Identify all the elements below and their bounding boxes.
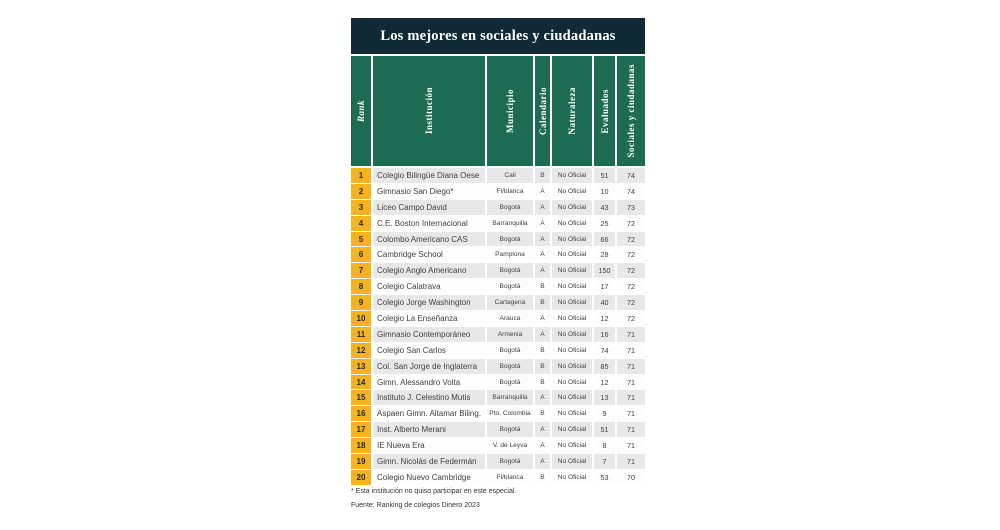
evaluated-cell: 66 xyxy=(594,232,615,247)
table-row xyxy=(351,422,645,437)
score-cell: 73 xyxy=(617,200,645,215)
rank-cell: 15 xyxy=(351,390,371,405)
nature-cell: No Oficial xyxy=(552,200,592,215)
evaluated-cell: 150 xyxy=(594,263,615,278)
rank-cell: 3 xyxy=(351,200,371,215)
evaluated-cell: 74 xyxy=(594,343,615,358)
institution-cell: C.E. Boston Internacional xyxy=(373,216,485,231)
calendar-cell: B xyxy=(535,375,550,390)
score-cell: 74 xyxy=(617,184,645,199)
evaluated-cell: 10 xyxy=(594,184,615,199)
institution-cell: Colegio Calatrava xyxy=(373,279,485,294)
municipality-cell: Bogotá xyxy=(487,279,533,294)
table-row xyxy=(351,327,645,342)
nature-cell: No Oficial xyxy=(552,327,592,342)
rank-cell: 20 xyxy=(351,470,371,485)
table-row xyxy=(351,359,645,374)
institution-cell: Colegio Anglo Americano xyxy=(373,263,485,278)
table-row xyxy=(351,247,645,262)
calendar-cell: A xyxy=(535,438,550,453)
rank-cell: 14 xyxy=(351,375,371,390)
institution-cell: Gimn. Alessandro Volta xyxy=(373,375,485,390)
municipality-cell: Pto. Colombia xyxy=(487,406,533,421)
table-row xyxy=(351,295,645,310)
score-cell: 72 xyxy=(617,263,645,278)
evaluated-cell: 28 xyxy=(594,247,615,262)
table-row xyxy=(351,232,645,247)
institution-cell: Colegio Nuevo Cambridge xyxy=(373,470,485,485)
institution-cell: Colegio La Enseñanza xyxy=(373,311,485,326)
institution-cell: Gimnasio Contemporáneo xyxy=(373,327,485,342)
municipality-cell: Bogotá xyxy=(487,454,533,469)
calendar-cell: B xyxy=(535,343,550,358)
nature-cell: No Oficial xyxy=(552,454,592,469)
evaluated-cell: 43 xyxy=(594,200,615,215)
table-row xyxy=(351,438,645,453)
institution-cell: Colegio Jorge Washington xyxy=(373,295,485,310)
nature-cell: No Oficial xyxy=(552,184,592,199)
rank-cell: 4 xyxy=(351,216,371,231)
calendar-cell: B xyxy=(535,470,550,485)
column-header-naturaleza: Naturaleza xyxy=(552,56,592,166)
calendar-cell: A xyxy=(535,184,550,199)
evaluated-cell: 51 xyxy=(594,422,615,437)
calendar-cell: B xyxy=(535,295,550,310)
institution-cell: Aspaen Gimn. Altamar Biling. xyxy=(373,406,485,421)
table-title-bar xyxy=(351,18,645,54)
institution-cell: Colegio San Carlos xyxy=(373,343,485,358)
municipality-cell: Barranquilla xyxy=(487,216,533,231)
table-row xyxy=(351,406,645,421)
score-cell: 70 xyxy=(617,470,645,485)
calendar-cell: B xyxy=(535,168,550,183)
institution-cell: Gimn. Nicolás de Federmán xyxy=(373,454,485,469)
evaluated-cell: 25 xyxy=(594,216,615,231)
evaluated-cell: 8 xyxy=(594,438,615,453)
score-cell: 72 xyxy=(617,311,645,326)
rank-cell: 8 xyxy=(351,279,371,294)
calendar-cell: A xyxy=(535,200,550,215)
table-row xyxy=(351,375,645,390)
column-header-institucion: Institución xyxy=(373,56,485,166)
score-cell: 71 xyxy=(617,375,645,390)
calendar-cell: A xyxy=(535,216,550,231)
ranking-table xyxy=(351,18,645,509)
table-row xyxy=(351,263,645,278)
column-header-sociales: Sociales y ciudadanas xyxy=(617,56,645,166)
calendar-cell: A xyxy=(535,311,550,326)
municipality-cell: Barranquilla xyxy=(487,390,533,405)
table-row xyxy=(351,216,645,231)
evaluated-cell: 51 xyxy=(594,168,615,183)
evaluated-cell: 40 xyxy=(594,295,615,310)
rank-cell: 18 xyxy=(351,438,371,453)
evaluated-cell: 16 xyxy=(594,327,615,342)
institution-cell: Inst. Alberto Merani xyxy=(373,422,485,437)
score-cell: 72 xyxy=(617,279,645,294)
score-cell: 72 xyxy=(617,216,645,231)
score-cell: 71 xyxy=(617,390,645,405)
table-title: Los mejores en sociales y ciudadanas xyxy=(380,27,616,44)
calendar-cell: A xyxy=(535,247,550,262)
rank-cell: 10 xyxy=(351,311,371,326)
institution-cell: Instituto J. Celestino Mutis xyxy=(373,390,485,405)
score-cell: 72 xyxy=(617,232,645,247)
rank-cell: 12 xyxy=(351,343,371,358)
score-cell: 71 xyxy=(617,359,645,374)
rank-cell: 11 xyxy=(351,327,371,342)
nature-cell: No Oficial xyxy=(552,359,592,374)
nature-cell: No Oficial xyxy=(552,438,592,453)
institution-cell: Cambridge School xyxy=(373,247,485,262)
rank-cell: 6 xyxy=(351,247,371,262)
rank-cell: 1 xyxy=(351,168,371,183)
table-source: Fuente: Ranking de colegios Dinero 2023 xyxy=(351,501,480,509)
evaluated-cell: 12 xyxy=(594,311,615,326)
nature-cell: No Oficial xyxy=(552,247,592,262)
rank-cell: 17 xyxy=(351,422,371,437)
calendar-cell: B xyxy=(535,359,550,374)
calendar-cell: A xyxy=(535,454,550,469)
column-header-calendario: Calendario xyxy=(535,56,550,166)
municipality-cell: Fl/blanca xyxy=(487,470,533,485)
nature-cell: No Oficial xyxy=(552,406,592,421)
municipality-cell: Bogotá xyxy=(487,422,533,437)
evaluated-cell: 85 xyxy=(594,359,615,374)
calendar-cell: B xyxy=(535,279,550,294)
table-row xyxy=(351,200,645,215)
evaluated-cell: 17 xyxy=(594,279,615,294)
rank-cell: 2 xyxy=(351,184,371,199)
municipality-cell: Arauca xyxy=(487,311,533,326)
nature-cell: No Oficial xyxy=(552,390,592,405)
score-cell: 71 xyxy=(617,327,645,342)
rank-cell: 19 xyxy=(351,454,371,469)
institution-cell: Colombo Americano CAS xyxy=(373,232,485,247)
nature-cell: No Oficial xyxy=(552,216,592,231)
table-body xyxy=(351,168,645,485)
table-row xyxy=(351,454,645,469)
municipality-cell: Fl/blanca xyxy=(487,184,533,199)
institution-cell: Colegio Bilingüe Diana Oese xyxy=(373,168,485,183)
column-header-evaluados: Evaluados xyxy=(594,56,615,166)
score-cell: 72 xyxy=(617,247,645,262)
municipality-cell: Cali xyxy=(487,168,533,183)
table-row xyxy=(351,390,645,405)
calendar-cell: B xyxy=(535,406,550,421)
calendar-cell: A xyxy=(535,422,550,437)
nature-cell: No Oficial xyxy=(552,232,592,247)
column-header-rank: Rank xyxy=(351,56,371,166)
municipality-cell: Bogotá xyxy=(487,359,533,374)
table-row xyxy=(351,470,645,485)
score-cell: 72 xyxy=(617,295,645,310)
score-cell: 71 xyxy=(617,406,645,421)
nature-cell: No Oficial xyxy=(552,263,592,278)
score-cell: 71 xyxy=(617,422,645,437)
evaluated-cell: 13 xyxy=(594,390,615,405)
municipality-cell: Bogotá xyxy=(487,200,533,215)
calendar-cell: A xyxy=(535,263,550,278)
score-cell: 71 xyxy=(617,343,645,358)
rank-cell: 9 xyxy=(351,295,371,310)
calendar-cell: A xyxy=(535,232,550,247)
calendar-cell: A xyxy=(535,327,550,342)
table-row xyxy=(351,311,645,326)
institution-cell: Gimnasio San Diego* xyxy=(373,184,485,199)
calendar-cell: A xyxy=(535,390,550,405)
municipality-cell: Pamplona xyxy=(487,247,533,262)
institution-cell: IE Nueva Era xyxy=(373,438,485,453)
nature-cell: No Oficial xyxy=(552,168,592,183)
evaluated-cell: 7 xyxy=(594,454,615,469)
rank-cell: 13 xyxy=(351,359,371,374)
evaluated-cell: 9 xyxy=(594,406,615,421)
rank-cell: 5 xyxy=(351,232,371,247)
table-header xyxy=(351,56,645,166)
table-row xyxy=(351,168,645,183)
evaluated-cell: 53 xyxy=(594,470,615,485)
nature-cell: No Oficial xyxy=(552,311,592,326)
municipality-cell: Bogotá xyxy=(487,343,533,358)
municipality-cell: Cartagena xyxy=(487,295,533,310)
nature-cell: No Oficial xyxy=(552,422,592,437)
column-header-municipio: Municipio xyxy=(487,56,533,166)
table-row xyxy=(351,279,645,294)
score-cell: 71 xyxy=(617,438,645,453)
nature-cell: No Oficial xyxy=(552,375,592,390)
evaluated-cell: 12 xyxy=(594,375,615,390)
institution-cell: Col. San Jorge de Inglaterra xyxy=(373,359,485,374)
nature-cell: No Oficial xyxy=(552,470,592,485)
table-footnote: * Esta institución no quiso participar en este especial. xyxy=(351,487,517,495)
nature-cell: No Oficial xyxy=(552,343,592,358)
rank-cell: 16 xyxy=(351,406,371,421)
municipality-cell: V. de Leyva xyxy=(487,438,533,453)
nature-cell: No Oficial xyxy=(552,295,592,310)
municipality-cell: Bogotá xyxy=(487,232,533,247)
rank-cell: 7 xyxy=(351,263,371,278)
municipality-cell: Bogotá xyxy=(487,375,533,390)
municipality-cell: Armenia xyxy=(487,327,533,342)
nature-cell: No Oficial xyxy=(552,279,592,294)
institution-cell: Liceo Campo David xyxy=(373,200,485,215)
score-cell: 71 xyxy=(617,454,645,469)
municipality-cell: Bogotá xyxy=(487,263,533,278)
table-row xyxy=(351,184,645,199)
table-row xyxy=(351,343,645,358)
score-cell: 74 xyxy=(617,168,645,183)
